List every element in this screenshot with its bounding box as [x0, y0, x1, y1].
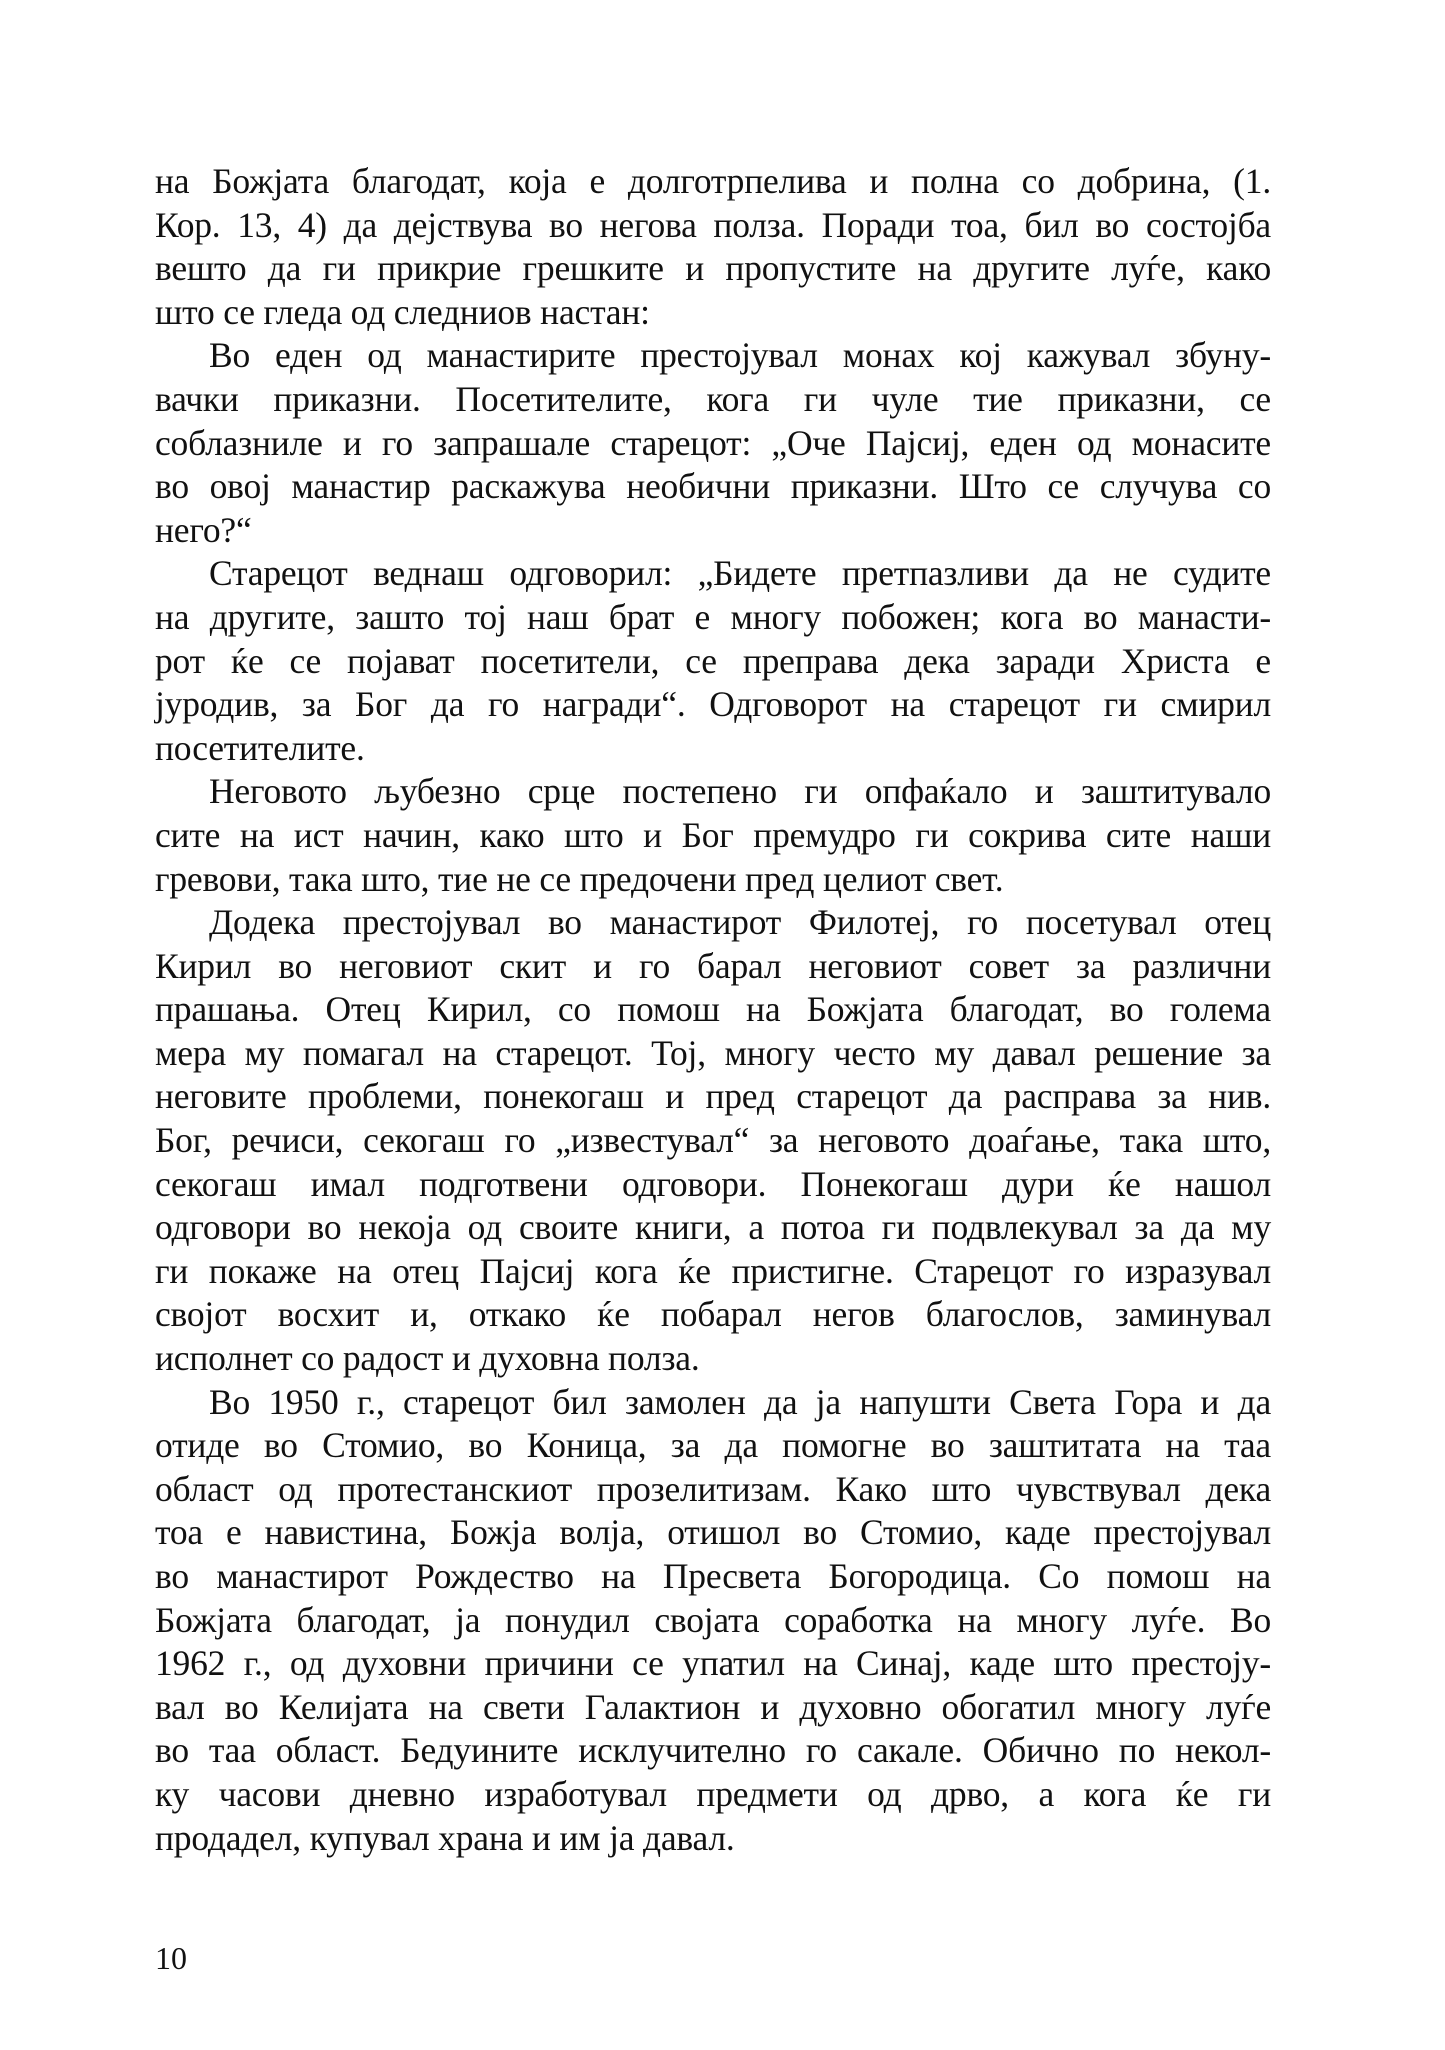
paragraph-3: [155, 552, 1271, 770]
text-line: гревови, така што, тие не се предочени пред целиот свет.: [155, 858, 1004, 899]
text-line: Бог, речиси, секогаш го „известувал“ за неговото доаѓање, така што,: [155, 1120, 1271, 1161]
text-line: на другите, зашто тој наш брат е многу побожен; кога во манасти-: [155, 596, 1271, 637]
text-line: посетителите.: [155, 727, 365, 768]
text-line: одговори во некоја од своите книги, а потоа ги подвлекувал за да му: [155, 1207, 1271, 1248]
text-line: Во 1950 г., старецот бил замолен да ја напушти Света Гора и да: [209, 1381, 1271, 1422]
paragraph-1: [155, 160, 1271, 334]
text-line: што се гледа од следниов настан:: [155, 291, 650, 332]
text-line: Кирил во неговиот скит и го барал неговиот совет за различни: [155, 945, 1271, 986]
text-line: област од протестанскиот прозелитизам. Како што чувствувал дека: [155, 1468, 1271, 1509]
text-line: Во еден од манастирите престојувал монах кој кажувал збуну-: [209, 335, 1271, 376]
text-line: соблазниле и го запрашале старецот: „Оче Пајсиј, еден од монасите: [155, 422, 1271, 463]
text-line: рот ќе се појават посетители, се преправа дека заради Христа е: [155, 640, 1271, 681]
text-line: прашања. Отец Кирил, со помош на Божјата благодат, во голема: [155, 989, 1271, 1030]
text-line: секогаш имал подготвени одговори. Понекогаш дури ќе нашол: [155, 1163, 1271, 1204]
page-body: [155, 160, 1271, 1860]
text-line: Божјата благодат, ја понудил својата соработка на многу луѓе. Во: [155, 1599, 1271, 1640]
text-line: неговите проблеми, понекогаш и пред старецот да расправа за нив.: [155, 1076, 1271, 1117]
text-line: 1962 г., од духовни причини се упатил на Синај, каде што престоју-: [155, 1643, 1271, 1684]
text-line: Кор. 13, 4) да дејствува во негова полза. Поради тоа, бил во состојба: [155, 204, 1271, 245]
text-line: него?“: [155, 509, 252, 550]
text-line: мера му помагал на старецот. Тој, многу често му давал решение за: [155, 1032, 1271, 1073]
text-line: Старецот веднаш одговорил: „Бидете претпазливи да не судите: [209, 553, 1271, 594]
text-line: во таа област. Бедуините исклучително го сакале. Обично по некол-: [155, 1730, 1271, 1771]
paragraph-5: [155, 901, 1271, 1381]
paragraph-6: [155, 1381, 1271, 1861]
text-line: исполнет со радост и духовна полза.: [155, 1338, 700, 1379]
paragraph-4: [155, 770, 1271, 901]
text-line: сите на ист начин, како што и Бог премудро ги сокрива сите наши: [155, 814, 1271, 855]
text-line: ги покаже на отец Пајсиј кога ќе пристигне. Старецот го изразувал: [155, 1250, 1271, 1291]
text-line: во овој манастир раскажува необични приказни. Што се случува со: [155, 466, 1271, 507]
text-line: продадел, купувал храна и им ја давал.: [155, 1817, 735, 1858]
paragraph-2: [155, 334, 1271, 552]
text-line: во манастирот Рождество на Пресвета Богородица. Со помош на: [155, 1556, 1271, 1596]
text-line: вешто да ги прикрие грешките и пропустите на другите луѓе, како: [155, 248, 1271, 289]
page-number: 10: [155, 1940, 187, 1976]
text-line: вал во Келијата на свети Галактион и духовно обогатил многу луѓе: [155, 1686, 1271, 1727]
text-line: вачки приказни. Посетителите, кога ги чуле тие приказни, се: [155, 378, 1271, 419]
text-line: на Божјата благодат, која е долготрпелива и полна со добрина, (1.: [155, 161, 1271, 201]
text-line: својот восхит и, откако ќе побарал негов благослов, заминувал: [155, 1294, 1271, 1335]
text-line: ку часови дневно изработувал предмети од дрво, а кога ќе ги: [155, 1773, 1271, 1814]
text-line: Додека престојувал во манастирот Филотеј, го посетувал отец: [209, 902, 1271, 943]
text-line: тоа е навистина, Божја волја, отишол во Стомио, каде престојувал: [155, 1512, 1271, 1553]
text-line: јуродив, за Бог да го награди“. Одговорот на старецот ги смирил: [155, 684, 1271, 725]
text-line: отиде во Стомио, во Коница, за да помогне во заштитата на таа: [155, 1425, 1271, 1466]
text-line: Неговото љубезно срце постепено ги опфаќало и заштитувало: [209, 771, 1271, 812]
